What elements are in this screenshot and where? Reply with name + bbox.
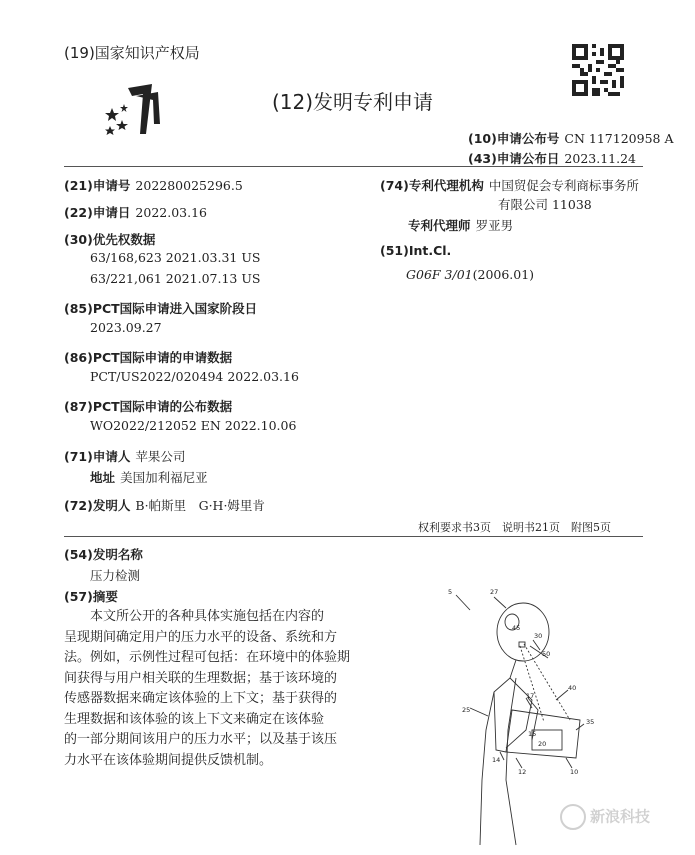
abstract-label: (57)摘要 <box>64 589 118 604</box>
ipc-classification: G06F 3/01(2006.01) <box>406 267 535 282</box>
abstract-text <box>64 607 364 771</box>
figure-label: 45 <box>512 624 521 632</box>
figure-label: 15 <box>528 730 537 738</box>
address: 地址 美国加利福尼亚 <box>90 470 208 485</box>
counts-divider <box>64 536 643 537</box>
application-number: (21)申请号 202280025296.5 <box>64 178 243 193</box>
abstract-line: 力水平在该体验期间提供反馈机制。 <box>64 752 273 768</box>
publication-number: (10)申请公布号 CN 117120958 A <box>468 131 674 146</box>
figure-label: 30 <box>534 632 543 640</box>
agency: (74)专利代理机构 中国贸促会专利商标事务所 <box>380 178 639 193</box>
agency-line-2: 有限公司 11038 <box>498 197 592 212</box>
figure-label: 14 <box>492 756 501 764</box>
publication-date: (43)申请公布日 2023.11.24 <box>468 151 636 166</box>
ipc-label: (51)Int.Cl. <box>380 243 452 258</box>
figure-label: 17 <box>526 692 535 700</box>
patent-agent: 专利代理师 罗亚男 <box>408 218 514 233</box>
office-name: (19)国家知识产权局 <box>64 44 200 62</box>
priority-entry: 63/221,061 2021.07.13 US <box>90 271 261 286</box>
pct-publication-data: WO2022/212052 EN 2022.10.06 <box>90 418 297 433</box>
watermark-logo-icon <box>560 804 586 830</box>
figure-label: 25 <box>462 706 471 714</box>
application-date: (22)申请日 2022.03.16 <box>64 205 207 220</box>
figure-label: 50 <box>542 650 551 658</box>
watermark: 新浪科技 <box>560 804 650 830</box>
abstract-line: 间获得与用户相关联的生理数据；基于该环境的 <box>64 670 338 686</box>
cnipa-logo <box>100 80 170 140</box>
abstract-line: 法。例如，示例性过程可包括：在环境中的体验期 <box>64 650 351 665</box>
figure-label: 35 <box>586 718 595 726</box>
priority-entry: 63/168,623 2021.03.31 US <box>90 250 261 265</box>
header-divider <box>64 166 643 167</box>
figure-label: 12 <box>518 768 527 776</box>
document-type: (12)发明专利申请 <box>272 90 434 114</box>
abstract-line: 的一部分期间该用户的压力水平；以及基于该压 <box>64 732 338 747</box>
qr-code <box>572 44 624 96</box>
figure-label: 5 <box>448 588 453 596</box>
abstract-line: 本文所公开的各种具体实施包括在内容的 <box>90 609 325 624</box>
priority-label: (30)优先权数据 <box>64 232 156 247</box>
pct-publication-label: (87)PCT国际申请的公布数据 <box>64 399 233 414</box>
pct-application-label: (86)PCT国际申请的申请数据 <box>64 350 233 365</box>
pct-entry-date: 2023.09.27 <box>90 320 162 335</box>
invention-title: 压力检测 <box>90 568 141 583</box>
figure-label: 27 <box>490 588 499 596</box>
figure-reference-labels <box>448 588 594 776</box>
figure-label: 40 <box>568 684 577 692</box>
pct-application-data: PCT/US2022/020494 2022.03.16 <box>90 369 299 384</box>
page-counts: 权利要求书3页 说明书21页 附图5页 <box>418 521 611 534</box>
applicant: (71)申请人 苹果公司 <box>64 449 186 464</box>
abstract-line: 呈现期间确定用户的压力水平的设备、系统和方 <box>64 629 338 645</box>
abstract-line: 传感器数据来确定该体验的上下文；基于获得的 <box>64 691 338 706</box>
pct-entry-label: (85)PCT国际申请进入国家阶段日 <box>64 301 258 316</box>
figure-label: 20 <box>538 740 547 748</box>
inventors: (72)发明人 B·帕斯里 G·H·姆里肯 <box>64 498 265 513</box>
figure-label: 10 <box>570 768 579 776</box>
abstract-line: 生理数据和该体验的该上下文来确定在该体验 <box>64 711 325 727</box>
title-label: (54)发明名称 <box>64 547 143 562</box>
